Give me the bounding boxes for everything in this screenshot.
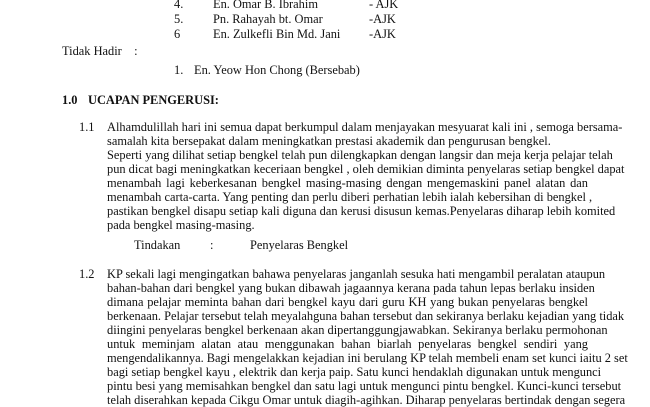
paragraph-line: berkenaan. Pelajar tersebut telah meyalahguna bahan tersebut dan sekiranya berlaku kejadian yang tidak	[107, 309, 625, 323]
member-role: -AJK	[369, 27, 396, 41]
action-value: Penyelaras Bengkel	[250, 238, 349, 252]
member-name: En. Zulkefli Bin Md. Jani	[213, 27, 341, 41]
paragraph-line: diingini penyelaras bengkel berkenaan akan dipertanggungjawabkan. Sekiranya berlaku permohonan	[107, 323, 608, 337]
paragraph-line: telah diserahkan kepada Cikgu Omar untuk diagih-agihkan. Diharap penyelaras bertindak dengan segera	[107, 393, 626, 407]
paragraph-line: Alhamdulillah hari ini semua dapat berkumpul dalam menjayakan mesyuarat kali ini , semoga bersama-	[107, 120, 623, 134]
paragraph-line: bahan-bahan dari bengkel yang bukan dibawah jagaannya kerana pada tahun lepas berlaku insiden	[107, 281, 595, 295]
absent-label: Tidak Hadir :	[62, 44, 138, 58]
action-colon: :	[210, 238, 214, 252]
paragraph-line: bagi setiap bengkel kayu , elektrik dan kerja paip. Satu kunci hendaklah digunakan untuk mengunci	[107, 365, 602, 379]
paragraph-line: menambah lagi keberkesanan bengkel masing-masing dengan mengemaskini panel alatan dan	[107, 176, 588, 190]
section-title: UCAPAN PENGERUSI:	[88, 93, 219, 107]
paragraph-line: pintu besi yang memisahkan bengkel dan satu lagi untuk mengunci pintu bengkel. Kunci-kunci tersebut	[107, 379, 622, 393]
paragraph-line: dimana pelajar meminta bahan dari bengkel kayu dari guru KH yang bukan penyelaras bengkel	[107, 295, 588, 309]
member-name: Pn. Rahayah bt. Omar	[213, 12, 323, 26]
member-role: -AJK	[369, 12, 396, 26]
paragraph-line: Seperti yang dilihat setiap bengkel telah pun dilengkapkan dengan langsir dan meja kerja pelajar telah	[107, 148, 613, 162]
paragraph-line: samalah kita bersepakat dalam meningkatkan prestasi akademik dan pengurusan bengkel.	[107, 134, 551, 148]
section-number: 1.0	[62, 93, 78, 107]
member-num: 5.	[174, 12, 184, 26]
paragraph-line: KP sekali lagi mengingatkan bahawa penyelaras janganlah sesuka hati mengambil peralatan ataupun	[107, 267, 606, 281]
paragraph-line: pun dicat bagi meningkatkan keceriaan bengkel , oleh demikian diminta penyelaras setiap bengkel dapat	[107, 162, 625, 176]
paragraph-line: mengendalikannya. Bagi mengelakkan kejadian ini berulang KP telah membeli enam set kunci iaitu 2 set	[107, 351, 628, 365]
paragraph-line: pada bengkel masing-masing.	[107, 218, 255, 232]
paragraph-line: menambah carta-carta. Yang penting dan perlu diberi perhatian lebih ialah kebersihan di bengkel ,	[107, 190, 593, 204]
member-name: En. Omar B. Ibrahim	[213, 0, 318, 11]
paragraph-line: untuk meminjam alatan atau menggunakan bahan biarlah penyelaras bengkel sendiri yang	[107, 337, 588, 351]
item-number: 1.1	[79, 120, 95, 134]
action-label: Tindakan	[134, 238, 181, 252]
absent-name: En. Yeow Hon Chong (Bersebab)	[194, 63, 360, 77]
paragraph-line: pastikan bengkel disapu setiap kali diguna dan kerusi disusun kemas.Penyelaras diharap lebih komited	[107, 204, 616, 218]
item-number: 1.2	[79, 267, 95, 281]
absent-num: 1.	[174, 63, 184, 77]
member-role: - AJK	[369, 0, 399, 11]
member-num: 4.	[174, 0, 184, 11]
member-num: 6	[174, 27, 181, 41]
